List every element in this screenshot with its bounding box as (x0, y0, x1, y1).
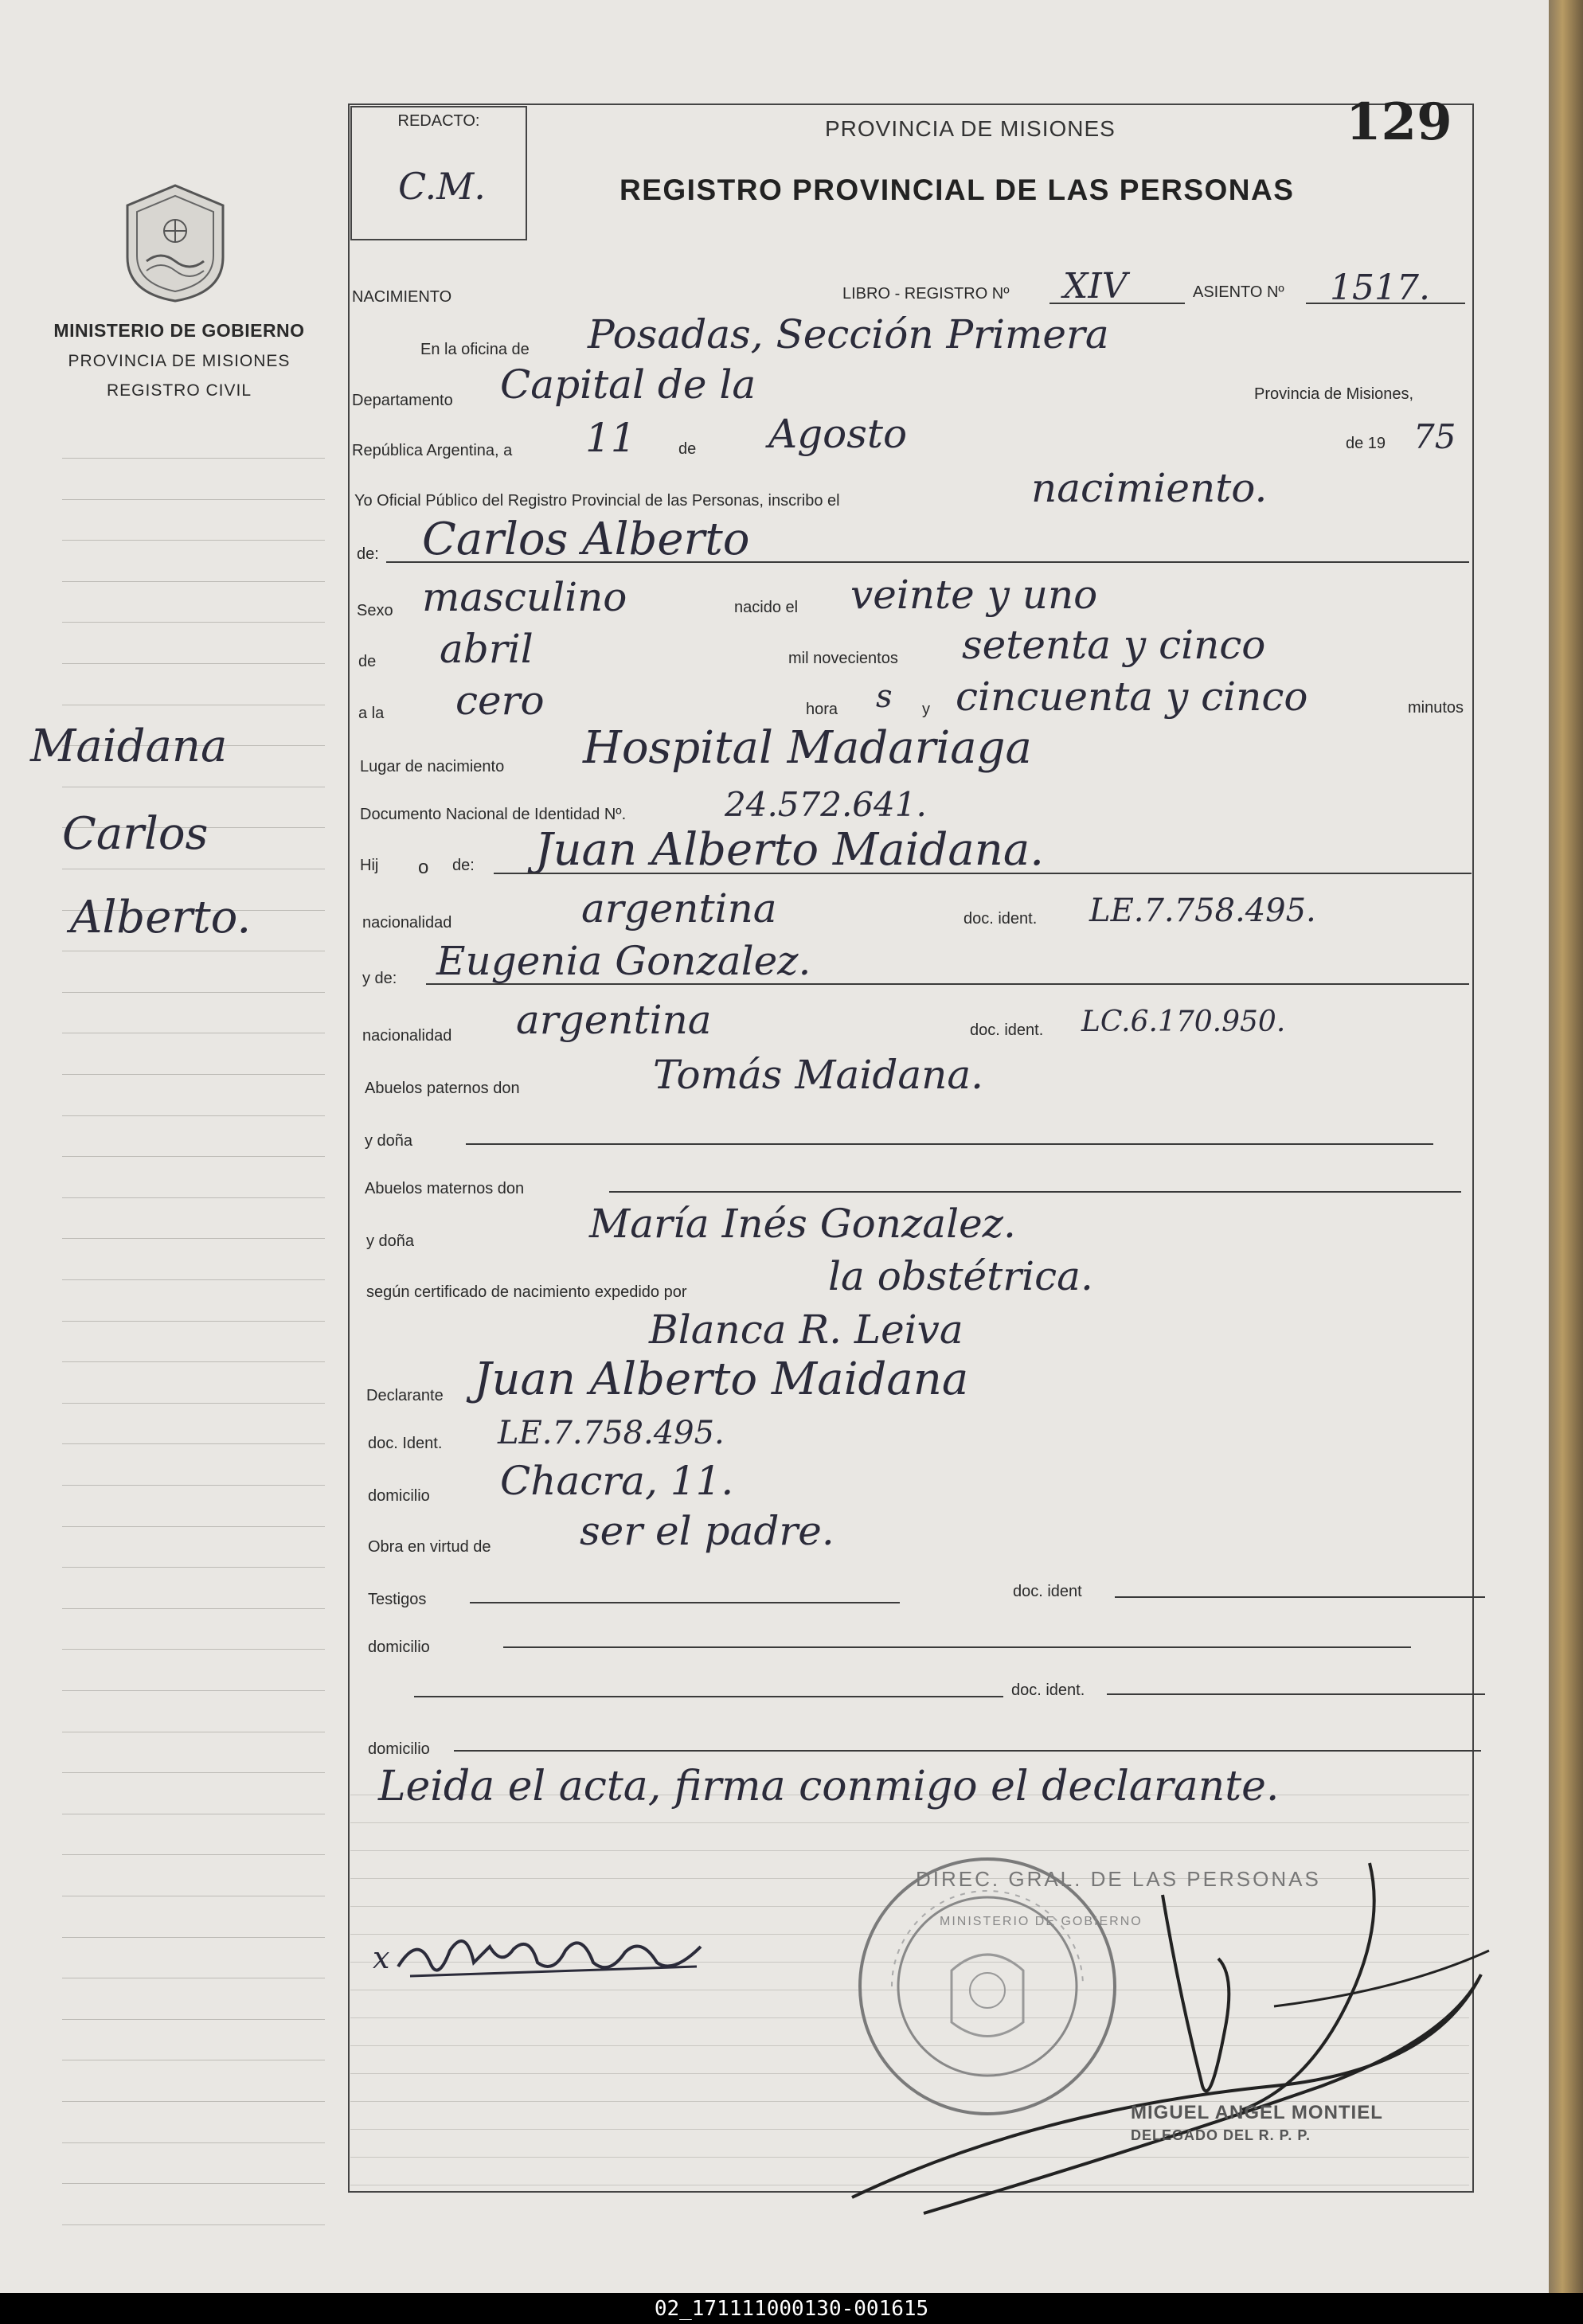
domicilio3-line (454, 1750, 1481, 1752)
de-nombre-label: de: (357, 545, 379, 563)
hora-suffix: s (876, 678, 893, 715)
margin-ruled-line (62, 2142, 325, 2143)
officer-block (1131, 2102, 1383, 2144)
docident4-line (1115, 1596, 1485, 1598)
nacionalidad2-value: argentina (516, 997, 712, 1043)
ministry-registry: REGISTRO CIVIL (106, 381, 252, 400)
libro-value: XIV (1063, 266, 1128, 307)
ydona2-label: y doña (366, 1232, 415, 1250)
docident5-label: doc. ident. (1011, 1681, 1085, 1699)
redacto-value: C.M. (398, 165, 486, 208)
domicilio1-label: domicilio (368, 1487, 430, 1505)
hijo-suffix: o (418, 857, 429, 878)
declarant-signature-icon (394, 1919, 713, 1990)
anio-value: 75 (1413, 417, 1456, 456)
declarant-mark: x (373, 1940, 390, 1975)
republica-label: República Argentina, a (352, 442, 513, 459)
docident4-label: doc. ident (1013, 1583, 1082, 1600)
madre-line (426, 983, 1469, 985)
docident1-value: LE.7.758.495. (1089, 892, 1316, 929)
ydona1-line (466, 1143, 1433, 1145)
departamento-label: Departamento (352, 392, 453, 409)
margin-ruled-line (62, 1567, 325, 1568)
declarante-value: Juan Alberto Maidana (474, 1353, 969, 1405)
obra-label: Obra en virtud de (368, 1538, 491, 1556)
margin-ruled-line (62, 622, 325, 623)
hijo-label: Hij (360, 857, 379, 874)
ala-label: a la (358, 705, 385, 722)
margin-ruled-line (62, 1772, 325, 1773)
nacido-value: veinte y uno (850, 572, 1098, 618)
closing-statement: Leida el acta, firma conmigo el declarante. (378, 1763, 1280, 1810)
mil-label: mil novecientos (788, 650, 898, 667)
margin-ruled-line (62, 663, 325, 664)
margin-ruled-line (62, 581, 325, 582)
redacto-label: REDACTO: (397, 112, 480, 130)
oficina-value: Posadas, Sección Primera (588, 311, 1109, 357)
obra-value: ser el padre. (580, 1508, 834, 1554)
margin-ruled-line (62, 1937, 325, 1938)
anio-nac-value: setenta y cinco (962, 622, 1266, 668)
ministry-name: MINISTERIO DE GOBIERNO (53, 320, 305, 341)
domicilio2-line (503, 1646, 1411, 1648)
file-id-bar (0, 2293, 1583, 2324)
margin-ruled-line (62, 2224, 325, 2225)
libro-label: LIBRO - REGISTRO Nº (842, 285, 1010, 303)
dni-value: 24.572.641. (725, 785, 927, 824)
margin-ruled-line (62, 2101, 325, 2102)
domicilio1-value: Chacra, 11. (500, 1458, 734, 1504)
docident3-label: doc. Ident. (368, 1435, 443, 1452)
officer-name: MIGUEL ANGEL MONTIEL (1131, 2102, 1383, 2123)
registry-title: REGISTRO PROVINCIAL DE LAS PERSONAS (620, 174, 1295, 206)
obstetrica-value: Blanca R. Leiva (649, 1307, 963, 1353)
yo-oficial-value: nacimiento. (1031, 465, 1268, 511)
hora-label: hora (806, 701, 838, 718)
margin-ruled-line (62, 1649, 325, 1650)
page-number: 129 (1346, 92, 1452, 152)
anio-prefix: de 19 (1346, 435, 1386, 452)
declarante-label: Declarante (366, 1387, 444, 1404)
stamp-inner-text: MINISTERIO DE GOBIERNO (940, 1915, 1143, 1928)
docident3-value: LE.7.758.495. (498, 1415, 725, 1451)
mes-value: Agosto (768, 411, 908, 457)
margin-ruled-line (62, 540, 325, 541)
nacionalidad2-label: nacionalidad (362, 1027, 452, 1045)
officer-signature-icon (828, 1847, 1497, 2229)
docident2-value: LC.6.170.950. (1081, 1006, 1286, 1038)
segun-value: la obstétrica. (828, 1253, 1093, 1299)
margin-ruled-line (62, 992, 325, 993)
provincia-label: Provincia de Misiones, (1254, 385, 1414, 403)
nombre-line (386, 561, 1469, 563)
segun-label: según certificado de nacimiento expedido por (366, 1283, 687, 1301)
book-binding (1549, 0, 1583, 2293)
docident2-label: doc. ident. (970, 1021, 1044, 1039)
abuelos-pat-label: Abuelos paternos don (365, 1080, 520, 1097)
nacionalidad1-value: argentina (581, 885, 777, 932)
margin-name-surname: Maidana (30, 721, 228, 772)
margin-ruled-line (62, 1156, 325, 1157)
nacionalidad1-label: nacionalidad (362, 914, 452, 932)
margin-ruled-line (62, 1321, 325, 1322)
margin-ruled-line (62, 1197, 325, 1198)
margin-ruled-line (62, 458, 325, 459)
asiento-line (1306, 303, 1465, 304)
nombre-value: Carlos Alberto (422, 514, 750, 565)
margin-name-second: Alberto. (70, 892, 252, 943)
margin-ruled-line (62, 1526, 325, 1527)
margin-ruled-line (62, 1485, 325, 1486)
dia-value: 11 (585, 415, 636, 461)
redacto-box (350, 106, 527, 240)
domicilio3-label: domicilio (368, 1740, 430, 1758)
margin-ruled-line (62, 1403, 325, 1404)
oficina-label: En la oficina de (420, 341, 530, 358)
docident1-label: doc. ident. (963, 910, 1038, 928)
minutos-value: cincuenta y cinco (956, 674, 1308, 720)
testigos-line (470, 1602, 900, 1603)
hora-value: cero (455, 678, 545, 724)
margin-name-first: Carlos (62, 808, 209, 860)
padre-value: Juan Alberto Maidana. (535, 824, 1045, 876)
margin-ruled-line (62, 1279, 325, 1280)
domicilio2-label: domicilio (368, 1639, 430, 1656)
province-seal-icon (119, 182, 231, 305)
de-label: de (678, 440, 697, 458)
docident5-line (1107, 1693, 1485, 1695)
margin-ruled-line (62, 1115, 325, 1116)
ydona1-label: y doña (365, 1132, 413, 1150)
abuelos-mat-label: Abuelos maternos don (365, 1180, 525, 1197)
ministry-heading (48, 320, 311, 400)
ministry-province: PROVINCIA DE MISIONES (68, 352, 291, 370)
asiento-value: 1517. (1330, 268, 1430, 308)
margin-ruled-line (62, 1690, 325, 1691)
yo-oficial-label: Yo Oficial Público del Registro Provincial de las Personas, inscribo el (354, 492, 840, 510)
libro-line (1049, 303, 1185, 304)
nacido-label: nacido el (734, 599, 799, 616)
margin-ruled-line (62, 1854, 325, 1855)
testigos-label: Testigos (368, 1591, 427, 1608)
sexo-value: masculino (422, 574, 627, 620)
margin-ruled-line (62, 1443, 325, 1444)
officer-title: DELEGADO DEL R. P. P. (1131, 2127, 1311, 2143)
minutos-label: minutos (1408, 699, 1464, 717)
abuelos-pat-value: Tomás Maidana. (653, 1052, 984, 1098)
hijo-de-label: de: (452, 857, 475, 874)
mes-nac-value: abril (440, 626, 534, 672)
padre-line (494, 873, 1472, 874)
de2-label: de (358, 653, 377, 670)
madre-value: Eugenia Gonzalez. (436, 938, 811, 984)
departamento-value: Capital de la (500, 361, 756, 408)
y-label: y (922, 701, 930, 718)
stamp-ring-text: DIREC. GRAL. DE LAS PERSONAS (916, 1867, 1321, 1891)
asiento-label: ASIENTO Nº (1193, 283, 1284, 301)
file-id: 02_171111000130-001615 (654, 2296, 929, 2321)
margin-ruled-line (62, 1608, 325, 1609)
margin-ruled-line (62, 1238, 325, 1239)
abuelos-mat-line (609, 1191, 1461, 1193)
testigo2-line (414, 1696, 1003, 1697)
lugar-value: Hospital Madariaga (583, 722, 1032, 774)
margin-ruled-line (62, 1361, 325, 1362)
yde-label: y de: (362, 970, 397, 987)
margin-ruled-line (62, 2183, 325, 2184)
dni-label: Documento Nacional de Identidad Nº. (360, 806, 627, 823)
margin-ruled-line (62, 499, 325, 500)
lugar-label: Lugar de nacimiento (360, 758, 505, 775)
margin-ruled-line (62, 2019, 325, 2020)
sexo-label: Sexo (357, 602, 393, 619)
abuela-mat-value: María Inés Gonzalez. (589, 1201, 1016, 1247)
province-header: PROVINCIA DE MISIONES (825, 116, 1116, 141)
margin-ruled-line (62, 1074, 325, 1075)
nacimiento-label: NACIMIENTO (352, 288, 452, 306)
